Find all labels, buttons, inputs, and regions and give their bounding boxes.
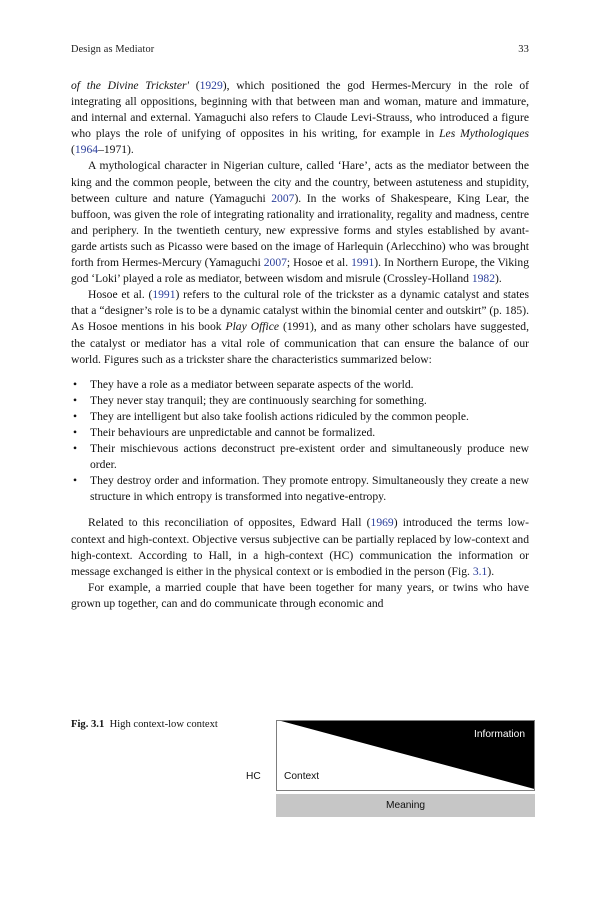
bullet-marker-icon: • bbox=[73, 474, 78, 488]
paragraph-p4 bbox=[71, 515, 529, 579]
list-item-text: Their behaviours are unpredictable and cannot be formalized. bbox=[90, 425, 376, 439]
list-item bbox=[73, 441, 529, 473]
citation-link[interactable]: 3.1 bbox=[472, 564, 488, 578]
figure-context-information-box bbox=[276, 720, 535, 791]
figure-label-context: Context bbox=[284, 771, 320, 782]
figure-graphic bbox=[244, 712, 529, 824]
list-item bbox=[73, 425, 529, 441]
italic-run: Les Mythologiques bbox=[439, 127, 529, 141]
page-number: 33 bbox=[518, 44, 529, 55]
text-run: Hosoe et al. ( bbox=[88, 288, 153, 302]
list-item bbox=[73, 473, 529, 505]
list-item-text: They have a role as a mediator between separate aspects of the world. bbox=[90, 377, 414, 391]
list-item-text: They are intelligent but also take foolish actions ridiculed by the common people. bbox=[90, 409, 469, 423]
body-text-column bbox=[71, 78, 529, 612]
citation-link[interactable]: 1969 bbox=[370, 516, 394, 530]
list-item-text: Their mischievous actions deconstruct pre-existent order and simultaneously produce new order. bbox=[90, 442, 529, 472]
spacer bbox=[71, 505, 529, 515]
text-run: ), which positioned the god Hermes-Mercury in the role of integrating all oppositions, beginning with that between man and woman, mature and immature, and internal and external. Yamaguchi also refers to Claude Levi-Strauss, who introduced a figure who plays the role of unifying of opposites in his writing, for example in bbox=[71, 79, 529, 141]
paragraph-group-after-list bbox=[71, 515, 529, 612]
bullet-marker-icon: • bbox=[73, 377, 78, 391]
citation-link[interactable]: 2007 bbox=[263, 256, 287, 270]
text-run: ( bbox=[188, 79, 200, 92]
paragraph-p5 bbox=[71, 580, 529, 612]
list-item-text: They never stay tranquil; they are continuously searching for something. bbox=[90, 393, 427, 407]
text-run: A mythological character in Nigerian culture, called ‘Hare’, acts as the mediator between the king and the common people, between the city and the country, between astuteness and stupidity, between culture and nature (Yamaguchi bbox=[71, 159, 529, 205]
bullet-marker-icon: • bbox=[73, 425, 78, 439]
citation-link[interactable]: 1991 bbox=[152, 288, 176, 302]
paragraph-p2 bbox=[71, 158, 529, 287]
citation-link[interactable]: 1991 bbox=[351, 256, 375, 270]
citation-link[interactable]: 1929 bbox=[199, 79, 223, 92]
paragraph-p3 bbox=[71, 287, 529, 367]
text-run: (1991), and as many other scholars have suggested, the catalyst or mediator has a vital role of communication that can ensure the balance of our world. Figures such as a trickster share the characteristics summarized below: bbox=[71, 320, 529, 366]
paragraph-group-before-list bbox=[71, 78, 529, 368]
text-run: ; Hosoe et al. bbox=[286, 256, 352, 270]
text-run: ). In Northern Europe, the Viking god ‘Loki’ played a role as mediator, between wisdom and misrule (Crossley-Holland bbox=[71, 256, 529, 286]
figure-caption-text: High context-low context bbox=[109, 719, 218, 730]
text-run: ). bbox=[495, 272, 502, 286]
text-run: ). In the works of Shakespeare, King Lear, the buffoon, was given the role of integrating rationality and irrationality, regality and madness, centre and periphery. In the twentieth century, new expressive forms and styles established by avant-garde artists such as Picasso were based on the image of Harlequin (Arlecchino) who was brought forth from Hermes-Mercury (Yamaguchi bbox=[71, 191, 530, 270]
text-run: ) introduced the terms low-context and high-context. Objective versus subjective can be partially replaced by low-context and high-context. According to Hall, in a high-context (HC) communication the information or message exchanged is either in the physical context or is embodied in the person (Fig. bbox=[71, 516, 529, 578]
text-run: For example, a married couple that have been together for many years, or twins who have grown up together, can and do communicate through economic and bbox=[71, 580, 529, 610]
text-run: ). bbox=[487, 564, 495, 578]
list-item bbox=[73, 409, 529, 425]
list-item-text: They destroy order and information. They promote entropy. Simultaneously they create a new structure in which entropy is transformed into negative-entropy. bbox=[90, 474, 529, 504]
italic-run: of the Divine Trickster' bbox=[71, 79, 189, 92]
trickster-characteristics-list bbox=[71, 377, 529, 506]
bullet-marker-icon: • bbox=[73, 409, 78, 423]
bullet-marker-icon: • bbox=[73, 393, 78, 407]
bullet-marker-icon: • bbox=[73, 442, 78, 456]
figure-caption bbox=[71, 718, 223, 732]
text-run: Related to this reconciliation of opposites, Edward Hall ( bbox=[88, 516, 371, 530]
running-head bbox=[71, 44, 529, 55]
list-item bbox=[73, 377, 529, 393]
figure-label-information: Information bbox=[474, 729, 525, 740]
italic-run: Play Office bbox=[225, 320, 280, 334]
paragraph-p1 bbox=[71, 78, 529, 158]
citation-link[interactable]: 1982 bbox=[471, 272, 495, 286]
figure-label-hc: HC bbox=[246, 771, 261, 782]
figure-label-meaning: Meaning bbox=[385, 800, 426, 811]
list-item bbox=[73, 393, 529, 409]
citation-link[interactable]: 1964 bbox=[74, 143, 99, 157]
text-run: ) refers to the cultural role of the trickster as a dynamic catalyst and states that a “designer’s role is to be a dynamic catalyst within the binomial center and outskirt” (p. 185). As Hosoe mentions in his book bbox=[71, 288, 529, 334]
figure-3-1 bbox=[71, 712, 529, 827]
text-run: ( bbox=[71, 143, 75, 157]
figure-meaning-bar bbox=[276, 794, 535, 817]
citation-link[interactable]: 2007 bbox=[271, 191, 295, 205]
figure-caption-label: Fig. 3.1 bbox=[71, 719, 105, 730]
text-run: –1971). bbox=[98, 143, 134, 157]
running-head-title: Design as Mediator bbox=[71, 44, 155, 55]
